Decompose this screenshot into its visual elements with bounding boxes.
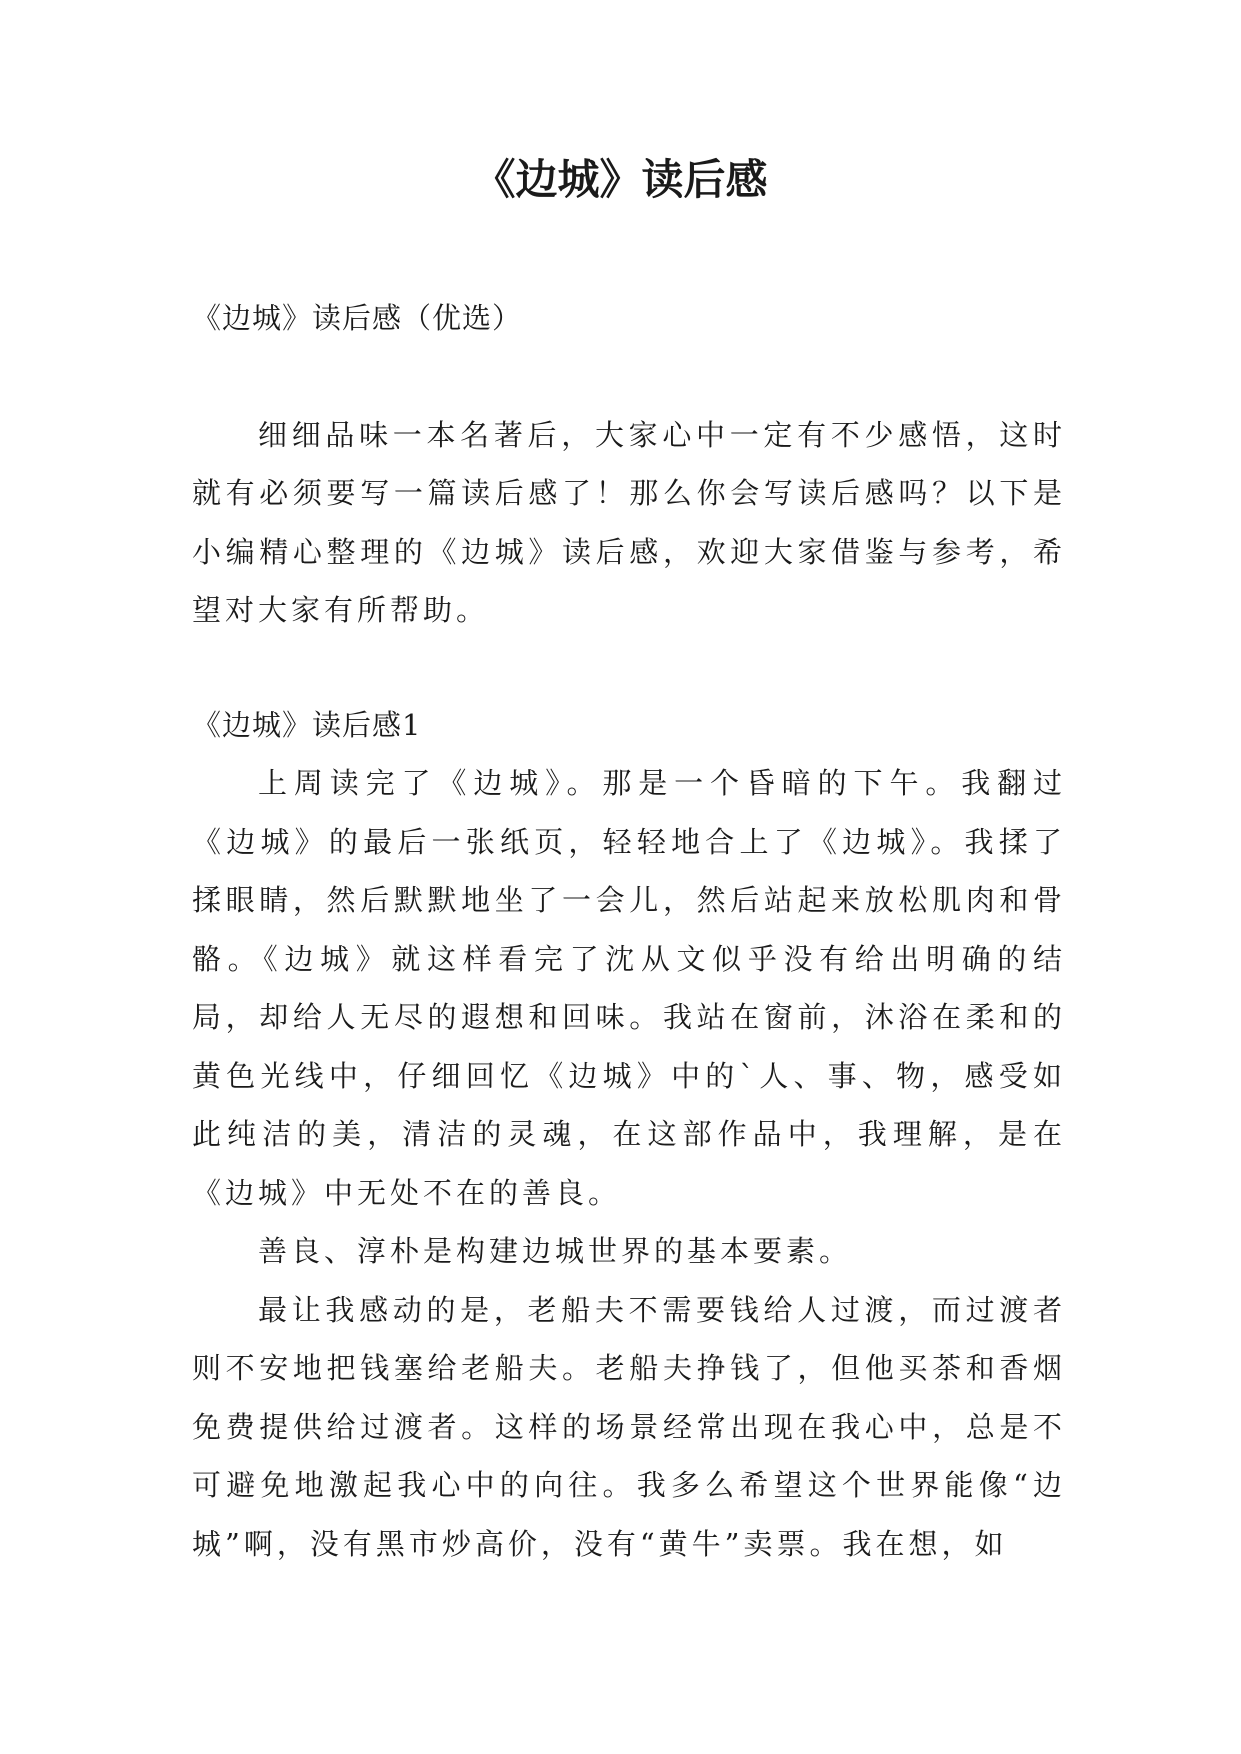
body-paragraph: 最让我感动的是，老船夫不需要钱给人过渡，而过渡者则不安地把钱塞给老船夫。老船夫挣钱了，但他买茶和香烟免费提供给过渡者。这样的场景经常出现在我心中，总是不可避免地激起我心中的向往。我多么希望这个世界能像“边城”啊，没有黑市炒高价，没有“黄牛”卖票。我在想，如 (192, 1292, 1066, 1561)
body-paragraph: 善良、淳朴是构建边城世界的基本要素。 (258, 1234, 853, 1268)
intro-paragraph: 细细品味一本名著后，大家心中一定有不少感悟，这时就有必须要写一篇读后感了！那么你会写读后感吗？以下是小编精心整理的《边城》读后感，欢迎大家借鉴与参考，希望对大家有所帮助。 (192, 417, 1066, 627)
spacer (192, 348, 1066, 406)
document-body (192, 289, 1066, 1573)
document-title: 《边城》读后感 (473, 155, 768, 204)
section-heading: 《边城》读后感1 (192, 707, 422, 742)
body-paragraph: 上周读完了《边城》。那是一个昏暗的下午。我翻过《边城》的最后一张纸页，轻轻地合上了《边城》。我揉了揉眼睛，然后默默地坐了一会儿，然后站起来放松肌肉和骨骼。《边城》就这样看完了沈从文似乎没有给出明确的结局，却给人无尽的遐想和回味。我站在窗前，沐浴在柔和的黄色光线中，仔细回忆《边城》中的`人、事、物，感受如此纯洁的美，清洁的灵魂，在这部作品中，我理解，是在《边城》中无处不在的善良。 (192, 766, 1066, 1210)
document-subtitle: 《边城》读后感（优选） (192, 301, 523, 335)
spacer (192, 640, 1066, 696)
